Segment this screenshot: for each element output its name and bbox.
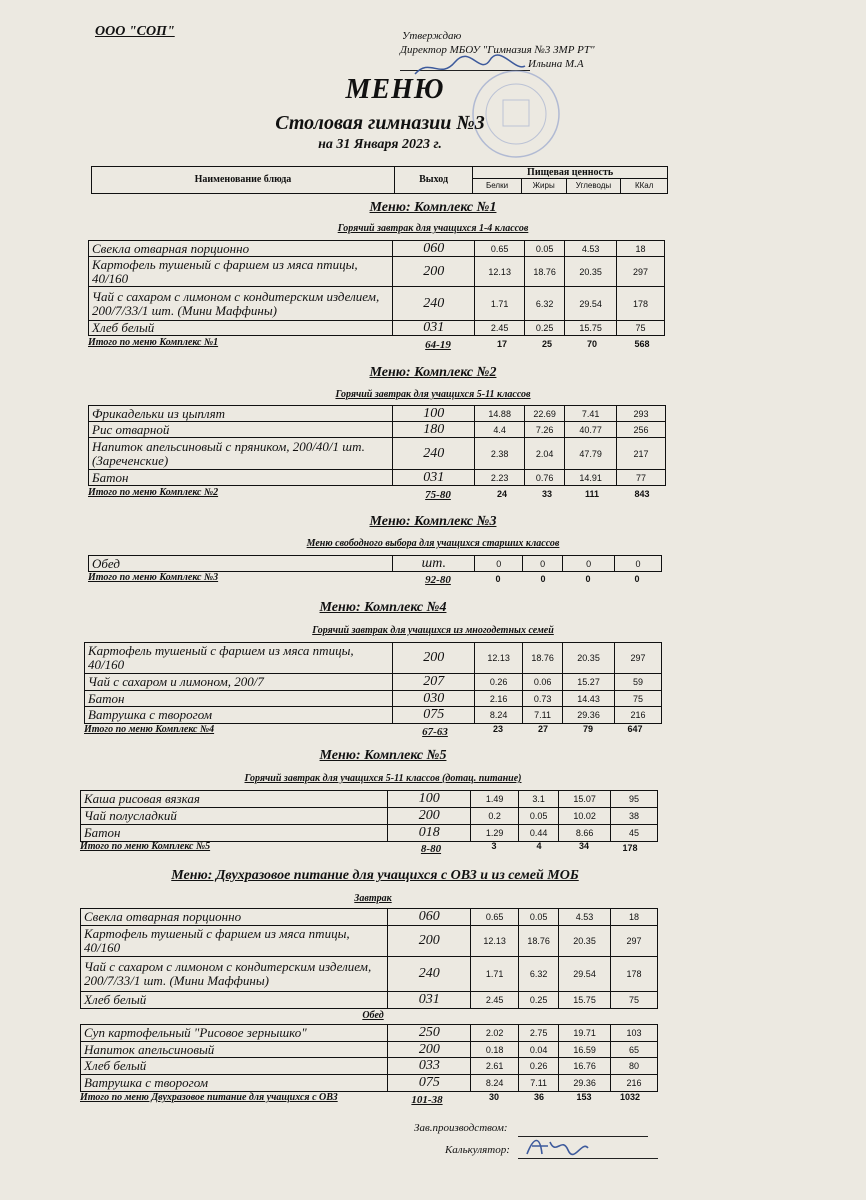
dish-kcal: 18 [611,909,658,926]
header-out: Выход [394,167,472,194]
dish-protein: 14.88 [475,406,525,422]
dish-name: Рис отварной [89,422,393,438]
section-subtitle-c4: Горячий завтрак для учащихся из многодетных семей [312,625,554,636]
section-title-c2: Меню: Комплекс №2 [369,365,497,380]
total-carbs-c1: 70 [586,339,597,349]
dish-kcal: 95 [611,791,658,808]
dish-output: 060 [388,909,471,926]
dish-fat: 0.06 [523,674,563,691]
total-output-c4: 67-63 [422,726,448,738]
total-carbs-c6: 153 [576,1092,592,1102]
table-row [81,1025,658,1042]
dish-protein: 0.18 [471,1042,519,1058]
dish-fat: 22.69 [525,406,565,422]
dish-protein: 12.13 [475,643,523,674]
table-row [81,1075,658,1092]
dish-kcal: 297 [611,926,658,957]
total-output-c5: 8-80 [420,843,442,855]
dish-kcal: 65 [611,1042,658,1058]
total-label-c2: Итого по меню Комплекс №2 [88,487,219,498]
section-title-c1: Меню: Комплекс №1 [369,200,497,215]
total-output-c2: 75-80 [425,489,451,501]
menu-table-c2 [88,405,666,486]
dish-protein: 1.71 [475,287,525,321]
dish-carbs: 8.66 [559,825,611,842]
menu-table-c6-breakfast [80,908,658,1009]
menu-table-c3 [88,555,662,572]
total-kcal-c5: 178 [622,843,638,853]
dish-protein: 0.2 [471,808,519,825]
dish-kcal: 297 [617,257,665,287]
total-kcal-c2: 843 [634,489,650,499]
dish-fat: 0 [523,556,563,572]
dish-fat: 0.04 [519,1042,559,1058]
dish-carbs: 0 [563,556,615,572]
dish-fat: 0.76 [525,470,565,486]
section-subtitle-lunch: Обед [362,1010,384,1021]
dish-fat: 3.1 [519,791,559,808]
menu-table-c6-lunch [80,1024,658,1092]
dish-kcal: 178 [617,287,665,321]
total-carbs-c3: 0 [585,574,591,584]
total-output-c3: 92-80 [425,574,451,586]
total-protein-c5: 3 [491,841,497,851]
dish-carbs: 29.36 [563,707,615,724]
dish-output: 200 [388,926,471,957]
dish-name: Свекла отварная порционно [89,241,393,257]
dish-name: Хлеб белый [81,1058,388,1075]
dish-output: 033 [388,1058,471,1075]
table-row [89,556,662,572]
dish-fat: 18.76 [523,643,563,674]
total-fat-c3: 0 [540,574,546,584]
dish-name: Каша рисовая вязкая [81,791,388,808]
dish-fat: 0.25 [525,321,565,336]
dish-output: 031 [388,992,471,1009]
menu-table-c1 [88,240,665,336]
column-header-table [91,166,668,194]
dish-fat: 0.05 [525,241,565,257]
dish-protein: 2.45 [471,992,519,1009]
dish-protein: 1.49 [471,791,519,808]
section-subtitle-c5: Горячий завтрак для учащихся 5-11 классов (дотац. питание) [244,773,522,784]
total-label-c6: Итого по меню Двухразовое питание для учащихся с ОВЗ [80,1092,338,1103]
dish-output: 240 [393,287,475,321]
dish-protein: 2.23 [475,470,525,486]
dish-output: 200 [393,643,475,674]
table-row [85,707,662,724]
dish-output: 075 [393,707,475,724]
section-title-c6: Меню: Двухразовое питание для учащихся с ОВЗ и из семей МОБ [171,868,579,883]
dish-carbs: 16.76 [559,1058,611,1075]
dish-carbs: 15.75 [559,992,611,1009]
total-protein-c4: 23 [492,724,503,734]
dish-output: 200 [393,257,475,287]
dish-name: Хлеб белый [89,321,393,336]
dish-fat: 0.05 [519,909,559,926]
dish-output: 075 [388,1075,471,1092]
table-row [89,470,666,486]
total-kcal-c3: 0 [634,574,640,584]
dish-carbs: 29.36 [559,1075,611,1092]
dish-fat: 6.32 [525,287,565,321]
dish-name: Батон [89,470,393,486]
dish-fat: 7.26 [525,422,565,438]
total-protein-c2: 24 [496,489,507,499]
dish-name: Батон [81,825,388,842]
dish-name: Картофель тушеный с фаршем из мяса птицы, 40/160 [89,257,393,287]
dish-name: Картофель тушеный с фаршем из мяса птицы, 40/160 [85,643,393,674]
dish-kcal: 38 [611,808,658,825]
dish-kcal: 216 [615,707,662,724]
dish-carbs: 29.54 [565,287,617,321]
table-row [89,257,665,287]
dish-carbs: 14.91 [565,470,617,486]
table-row [81,1042,658,1058]
calculator-label: Калькулятор: [445,1144,510,1156]
dish-name: Чай с сахаром с лимоном с кондитерским изделием, 200/7/33/1 шт. (Мини Маффины) [81,957,388,992]
total-kcal-c4: 647 [627,724,643,734]
dish-output: 207 [393,674,475,691]
table-row [85,691,662,707]
total-label-c5: Итого по меню Комплекс №5 [80,841,211,852]
total-fat-c2: 33 [541,489,552,499]
dish-name: Чай с сахаром и лимоном, 200/7 [85,674,393,691]
section-subtitle-breakfast: Завтрак [354,893,392,904]
dish-output: 180 [393,422,475,438]
dish-fat: 7.11 [523,707,563,724]
total-carbs-c5: 34 [578,841,589,851]
dish-kcal: 75 [617,321,665,336]
total-label-c4: Итого по меню Комплекс №4 [84,724,215,735]
header-protein: Белки [473,179,522,194]
table-row [85,674,662,691]
dish-carbs: 20.35 [565,257,617,287]
total-carbs-c4: 79 [582,724,593,734]
dish-protein: 0 [475,556,523,572]
table-row [89,321,665,336]
dish-name: Чай с сахаром с лимоном с кондитерским изделием, 200/7/33/1 шт. (Мини Маффины) [89,287,393,321]
dish-fat: 0.44 [519,825,559,842]
dish-fat: 7.11 [519,1075,559,1092]
table-row [89,241,665,257]
dish-fat: 18.76 [519,926,559,957]
table-row [81,992,658,1009]
table-row [85,643,662,674]
dish-carbs: 15.75 [565,321,617,336]
dish-output: 100 [388,791,471,808]
dish-carbs: 20.35 [563,643,615,674]
dish-fat: 0.73 [523,691,563,707]
header-kcal: ККал [621,179,668,194]
table-row [81,825,658,842]
dish-kcal: 217 [617,438,666,470]
total-protein-c1: 17 [496,339,507,349]
dish-kcal: 293 [617,406,666,422]
dish-output: 240 [388,957,471,992]
table-row [81,1058,658,1075]
calculator-signature [522,1132,592,1160]
dish-kcal: 178 [611,957,658,992]
total-kcal-c1: 568 [634,339,650,349]
dish-name: Суп картофельный "Рисовое зернышко" [81,1025,388,1042]
dish-fat: 6.32 [519,957,559,992]
approval-line1: Утверждаю [402,30,462,42]
total-output-c6: 101-38 [411,1094,443,1106]
dish-kcal: 80 [611,1058,658,1075]
dish-carbs: 19.71 [559,1025,611,1042]
total-fat-c5: 4 [536,841,542,851]
section-subtitle-c3: Меню свободного выбора для учащихся старших классов [306,538,560,549]
dish-carbs: 4.53 [559,909,611,926]
dish-carbs: 10.02 [559,808,611,825]
dish-carbs: 15.07 [559,791,611,808]
approval-name: Ильина М.А [528,58,584,70]
dish-carbs: 16.59 [559,1042,611,1058]
total-fat-c1: 25 [541,339,552,349]
section-subtitle-c2: Горячий завтрак для учащихся 5-11 классов [335,389,531,400]
dish-kcal: 103 [611,1025,658,1042]
dish-kcal: 75 [615,691,662,707]
dish-output: 060 [393,241,475,257]
menu-table-c4 [84,642,662,724]
dish-name: Картофель тушеный с фаршем из мяса птицы, 40/160 [81,926,388,957]
dish-carbs: 40.77 [565,422,617,438]
dish-fat: 2.75 [519,1025,559,1042]
dish-name: Фрикадельки из цыплят [89,406,393,422]
dish-fat: 0.26 [519,1058,559,1075]
dish-kcal: 77 [617,470,666,486]
dish-name: Обед [89,556,393,572]
dish-kcal: 216 [611,1075,658,1092]
total-fat-c4: 27 [537,724,548,734]
dish-name: Напиток апельсиновый с пряником, 200/40/1 шт. (Зареченские) [89,438,393,470]
dish-protein: 12.13 [475,257,525,287]
dish-protein: 2.16 [475,691,523,707]
total-label-c3: Итого по меню Комплекс №3 [88,572,219,583]
dish-kcal: 256 [617,422,666,438]
header-name: Наименование блюда [92,167,395,194]
dish-output: 031 [393,321,475,336]
section-subtitle-c1: Горячий завтрак для учащихся 1-4 классов [337,223,529,234]
dish-protein: 2.38 [475,438,525,470]
total-fat-c6: 36 [533,1092,544,1102]
dish-carbs: 20.35 [559,926,611,957]
dish-fat: 0.05 [519,808,559,825]
page-subtitle: Столовая гимназии №3 [275,112,485,134]
dish-protein: 1.71 [471,957,519,992]
total-protein-c6: 30 [488,1092,499,1102]
table-row [81,926,658,957]
dish-kcal: 59 [615,674,662,691]
manager-label: Зав.производством: [414,1122,508,1134]
dish-name: Чай полусладкий [81,808,388,825]
dish-output: 240 [393,438,475,470]
dish-carbs: 29.54 [559,957,611,992]
dish-kcal: 45 [611,825,658,842]
menu-table-c5 [80,790,658,842]
table-row [89,406,666,422]
dish-kcal: 75 [611,992,658,1009]
dish-protein: 8.24 [475,707,523,724]
menu-date: на 31 Января 2023 г. [318,137,442,152]
dish-protein: 4.4 [475,422,525,438]
dish-fat: 2.04 [525,438,565,470]
dish-protein: 0.26 [475,674,523,691]
table-row [89,422,666,438]
dish-protein: 0.65 [475,241,525,257]
org-name: ООО "СОП" [95,24,175,39]
header-carbs: Углеводы [566,179,621,194]
approval-line2: Директор МБОУ "Гимназия №3 ЗМР РТ" [400,44,595,56]
dish-output: шт. [393,556,475,572]
dish-kcal: 0 [615,556,662,572]
header-fat: Жиры [521,179,566,194]
dish-protein: 2.45 [475,321,525,336]
total-carbs-c2: 111 [584,489,600,499]
dish-protein: 8.24 [471,1075,519,1092]
dish-name: Ватрушка с творогом [81,1075,388,1092]
dish-name: Ватрушка с творогом [85,707,393,724]
dish-fat: 0.25 [519,992,559,1009]
dish-protein: 2.61 [471,1058,519,1075]
table-row [81,791,658,808]
dish-name: Батон [85,691,393,707]
table-row [89,438,666,470]
dish-protein: 2.02 [471,1025,519,1042]
section-title-c3: Меню: Комплекс №3 [369,514,497,529]
dish-protein: 1.29 [471,825,519,842]
dish-protein: 12.13 [471,926,519,957]
dish-fat: 18.76 [525,257,565,287]
dish-output: 200 [388,1042,471,1058]
dish-carbs: 4.53 [565,241,617,257]
dish-kcal: 297 [615,643,662,674]
dish-output: 018 [388,825,471,842]
dish-carbs: 47.79 [565,438,617,470]
table-row [89,287,665,321]
dish-kcal: 18 [617,241,665,257]
section-title-c5: Меню: Комплекс №5 [319,748,447,763]
total-output-c1: 64-19 [425,339,451,351]
dish-protein: 0.65 [471,909,519,926]
dish-name: Свекла отварная порционно [81,909,388,926]
total-kcal-c6: 1032 [619,1092,641,1102]
dish-output: 030 [393,691,475,707]
dish-name: Хлеб белый [81,992,388,1009]
table-row [81,808,658,825]
dish-output: 031 [393,470,475,486]
dish-name: Напиток апельсиновый [81,1042,388,1058]
total-protein-c3: 0 [495,574,501,584]
dish-output: 200 [388,808,471,825]
table-row [81,957,658,992]
dish-carbs: 7.41 [565,406,617,422]
dish-carbs: 15.27 [563,674,615,691]
table-row [81,909,658,926]
dish-output: 100 [393,406,475,422]
header-nutrition: Пищевая ценность [473,167,668,179]
dish-output: 250 [388,1025,471,1042]
page-title: МЕНЮ [345,74,445,105]
dish-carbs: 14.43 [563,691,615,707]
total-label-c1: Итого по меню Комплекс №1 [88,337,219,348]
section-title-c4: Меню: Комплекс №4 [319,600,447,615]
